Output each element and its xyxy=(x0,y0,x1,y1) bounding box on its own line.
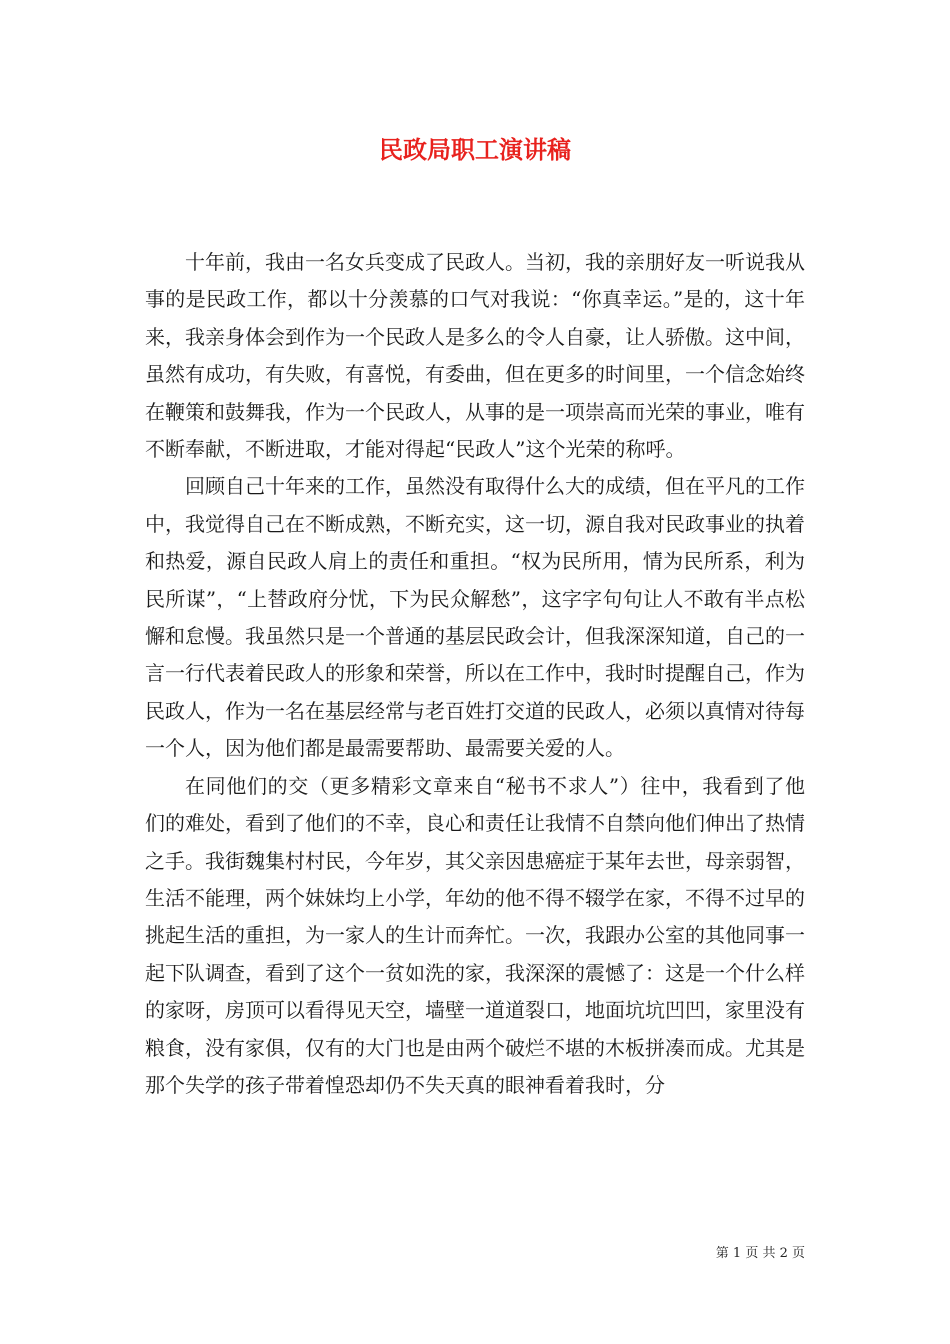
document-title: 民政局职工演讲稿 xyxy=(379,135,571,164)
paragraph-1: 十年前，我由一名女兵变成了民政人。当初，我的亲朋好友一听说我从事的是民政工作，都以十分羡慕的口气对我说：“你真幸运。”是的，这十年来，我亲身体会到作为一个民政人是多么的令人自豪，让人骄傲。这中间，虽然有成功，有失败，有喜悦，有委曲，但在更多的时间里，一个信念始终在鞭策和鼓舞我，作为一个民政人，从事的是一项崇高而光荣的事业，唯有不断奉献，不断进取，才能对得起“民政人”这个光荣的称呼。 xyxy=(145,250,805,462)
paragraph-3: 在同他们的交（更多精彩文章来自“秘书不求人”）往中，我看到了他们的难处，看到了他们的不幸，良心和责任让我情不自禁向他们伸出了热情之手。我街魏集村村民，今年岁，其父亲因患癌症于某年去世，母亲弱智，生活不能理，两个妹妹均上小学，年幼的他不得不辍学在家，不得不过早的挑起生活的重担，为一家人的生计而奔忙。一次，我跟办公室的其他同事一起下队调查，看到了这个一贫如洗的家，我深深的震憾了：这是一个什么样的家呀，房顶可以看得见天空，墙壁一道道裂口，地面坑坑凹凹，家里没有粮食，没有家俱，仅有的大门也是由两个破烂不堪的木板拼凑而成。尤其是那个失学的孩子带着惶恐却仍不失天真的眼神看着我时，分 xyxy=(145,773,805,1097)
document-body xyxy=(145,244,805,1104)
page-number-footer: 第 1 页 共 2 页 xyxy=(715,1246,805,1261)
paragraph-2: 回顾自己十年来的工作，虽然没有取得什么大的成绩，但在平凡的工作中，我觉得自己在不断成熟，不断充实，这一切，源自我对民政事业的执着和热爱，源自民政人肩上的责任和重担。“权为民所用，情为民所系，利为民所谋”，“上替政府分忧，下为民众解愁”，这字字句句让人不敢有半点松懈和怠慢。我虽然只是一个普通的基层民政会计，但我深深知道，自己的一言一行代表着民政人的形象和荣誉，所以在工作中，我时时提醒自己，作为民政人，作为一名在基层经常与老百姓打交道的民政人，必须以真情对待每一个人，因为他们都是最需要帮助、最需要关爱的人。 xyxy=(145,474,805,761)
